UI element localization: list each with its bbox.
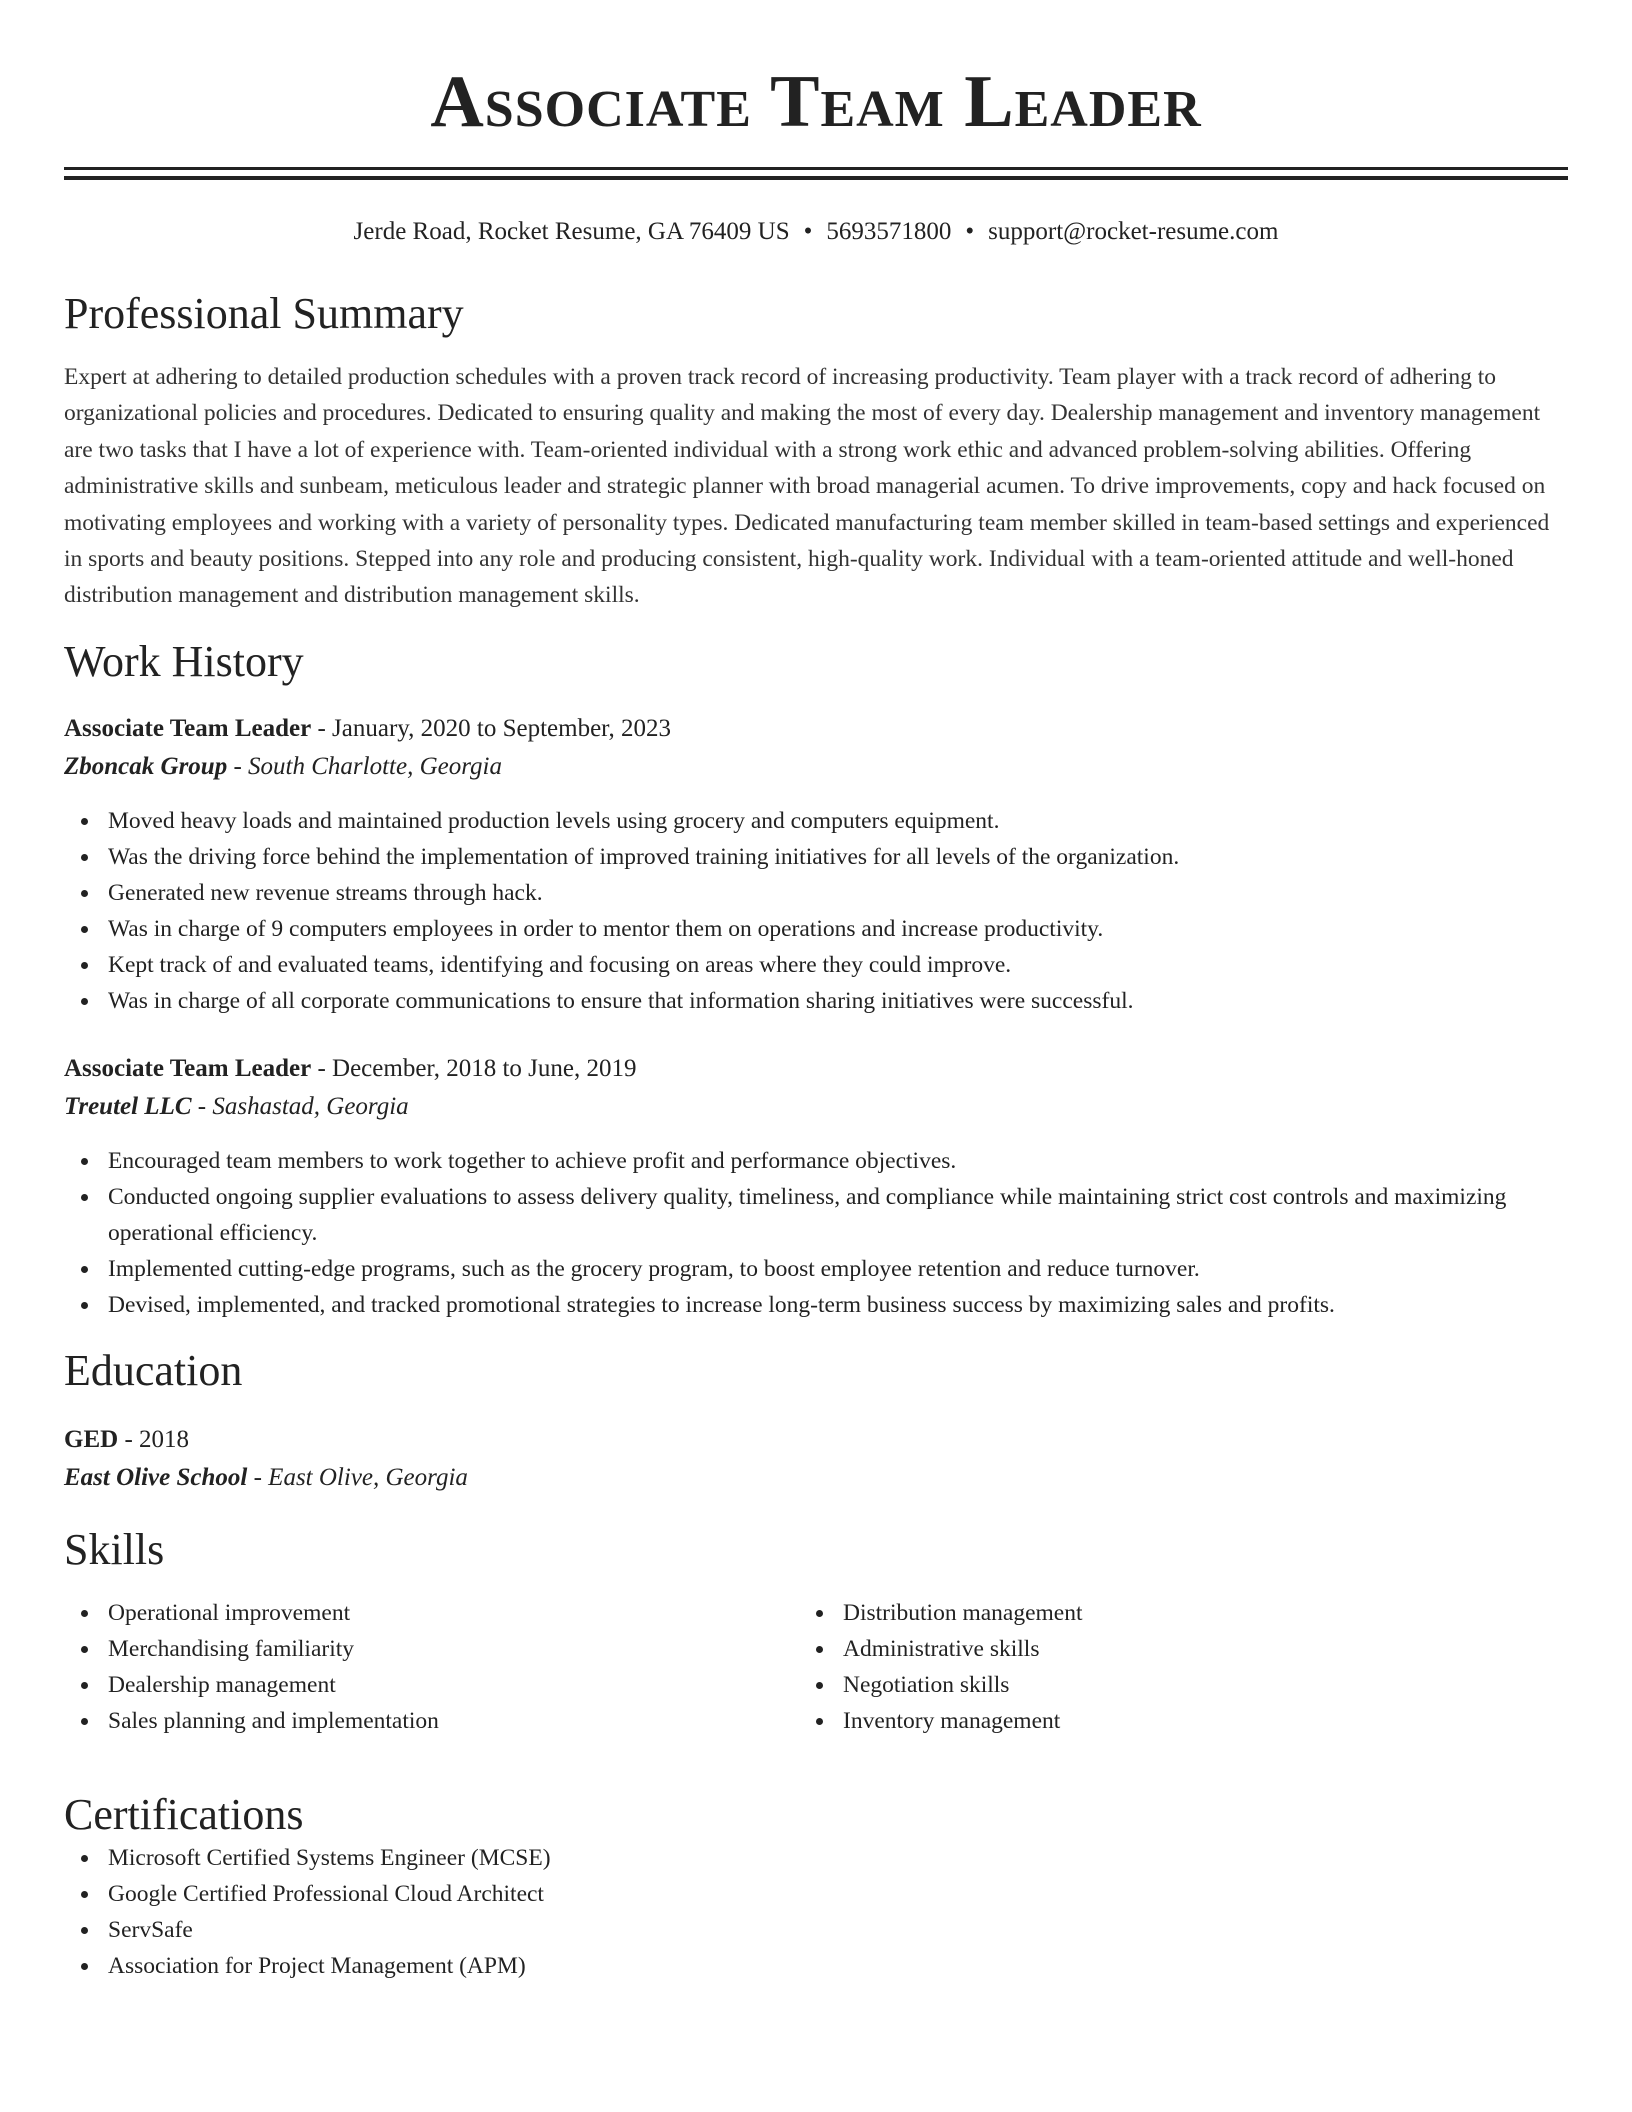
list-item: Sales planning and implementation: [108, 1703, 808, 1739]
summary-text: Expert at adhering to detailed production schedules with a proven track record of increasing productivity. Team player with a track record of adhering to organizational policies and procedures. Dedicated to ensuring quality and making the most of every day. Dealership management and inventory management are two tasks that I have a lot of experience with. Team-oriented individual with a strong work ethic and advanced problem-solving abilities. Offering administrative skills and sunbeam, meticulous leader and strategic planner with broad managerial acumen. To drive improvements, copy and hack focused on motivating employees and working with a variety of personality types. Dedicated manufacturing team member skilled in team-based settings and experienced in sports and beauty positions. Stepped into any role and producing consistent, high-quality work. Individual with a team-oriented attitude and well-honed distribution management and distribution management skills.: [64, 364, 1550, 609]
job-2-dates: December, 2018 to June, 2019: [332, 1055, 637, 1082]
job-1-company: Zboncak Group: [64, 753, 228, 780]
list-item: Was in charge of all corporate communications to ensure that information sharing initiatives were successful.: [108, 983, 1568, 1019]
contact-phone: 5693571800: [826, 218, 952, 245]
header-rule-top: [64, 167, 1568, 170]
education-school-line: East Olive School - East Olive, Georgia: [64, 1464, 468, 1491]
resume-name: Associate Team Leader: [430, 61, 1202, 143]
list-item: Was the driving force behind the implementation of improved training initiatives for all levels of the organization.: [108, 839, 1568, 875]
list-item: Microsoft Certified Systems Engineer (MCSE): [108, 1840, 1108, 1876]
section-title-work-history: Work History: [64, 637, 304, 686]
certifications-list: [64, 1840, 1108, 1984]
list-item: Inventory management: [843, 1703, 1543, 1739]
resume-page: [64, 0, 1568, 1979]
list-item: Devised, implemented, and tracked promotional strategies to increase long-term business success by maximizing sales and profits.: [108, 1287, 1528, 1323]
job-1-location: South Charlotte, Georgia: [248, 753, 502, 780]
section-title-skills: Skills: [64, 1525, 165, 1574]
job-2-title-line: Associate Team Leader - December, 2018 to June, 2019: [64, 1055, 637, 1082]
job-1-role: Associate Team Leader: [64, 715, 312, 742]
list-item: Moved heavy loads and maintained production levels using grocery and computers equipment.: [108, 803, 1568, 839]
contact-separator: •: [803, 218, 813, 245]
list-item: Association for Project Management (APM): [108, 1948, 1108, 1984]
header-rule-bottom: [64, 176, 1568, 180]
contact-email: support@rocket-resume.com: [988, 218, 1279, 245]
skills-list-right: [799, 1595, 1543, 1739]
section-title-summary: Professional Summary: [64, 289, 464, 338]
education-degree: GED: [64, 1426, 119, 1453]
contact-separator: •: [965, 218, 975, 245]
education-degree-line: GED - 2018: [64, 1426, 190, 1453]
list-item: Google Certified Professional Cloud Architect: [108, 1876, 1108, 1912]
job-2-company: Treutel LLC: [64, 1093, 192, 1120]
contact-line: [64, 214, 1568, 250]
list-item: Administrative skills: [843, 1631, 1543, 1667]
list-item: Merchandising familiarity: [108, 1631, 808, 1667]
list-item: Generated new revenue streams through hack.: [108, 875, 1568, 911]
job-1-bullets: [64, 803, 1568, 1019]
list-item: Distribution management: [843, 1595, 1543, 1631]
job-2-location: Sashastad, Georgia: [212, 1093, 409, 1120]
education-school: East Olive School: [64, 1464, 248, 1491]
job-1-title-line: Associate Team Leader - January, 2020 to September, 2023: [64, 715, 672, 742]
job-2-company-line: Treutel LLC - Sashastad, Georgia: [64, 1093, 409, 1120]
list-item: Operational improvement: [108, 1595, 808, 1631]
list-item: Dealership management: [108, 1667, 808, 1703]
list-item: Encouraged team members to work together to achieve profit and performance objectives.: [108, 1143, 1528, 1179]
job-1-company-line: Zboncak Group - South Charlotte, Georgia: [64, 753, 502, 780]
list-item: Negotiation skills: [843, 1667, 1543, 1703]
section-title-certifications: Certifications: [64, 1790, 304, 1839]
job-2-bullets: [64, 1143, 1528, 1323]
list-item: Was in charge of 9 computers employees in order to mentor them on operations and increase productivity.: [108, 911, 1568, 947]
job-1-dates: January, 2020 to September, 2023: [332, 715, 672, 742]
contact-address: Jerde Road, Rocket Resume, GA 76409 US: [353, 218, 790, 245]
section-title-education: Education: [64, 1346, 243, 1395]
list-item: Kept track of and evaluated teams, identifying and focusing on areas where they could improve.: [108, 947, 1568, 983]
skills-list-left: [64, 1595, 808, 1739]
list-item: Conducted ongoing supplier evaluations to assess delivery quality, timeliness, and compliance while maintaining strict cost controls and maximizing operational efficiency.: [108, 1179, 1528, 1251]
job-2-role: Associate Team Leader: [64, 1055, 312, 1082]
list-item: ServSafe: [108, 1912, 1108, 1948]
education-year: 2018: [139, 1426, 190, 1453]
list-item: Implemented cutting-edge programs, such as the grocery program, to boost employee retention and reduce turnover.: [108, 1251, 1528, 1287]
education-location: East Olive, Georgia: [268, 1464, 468, 1491]
